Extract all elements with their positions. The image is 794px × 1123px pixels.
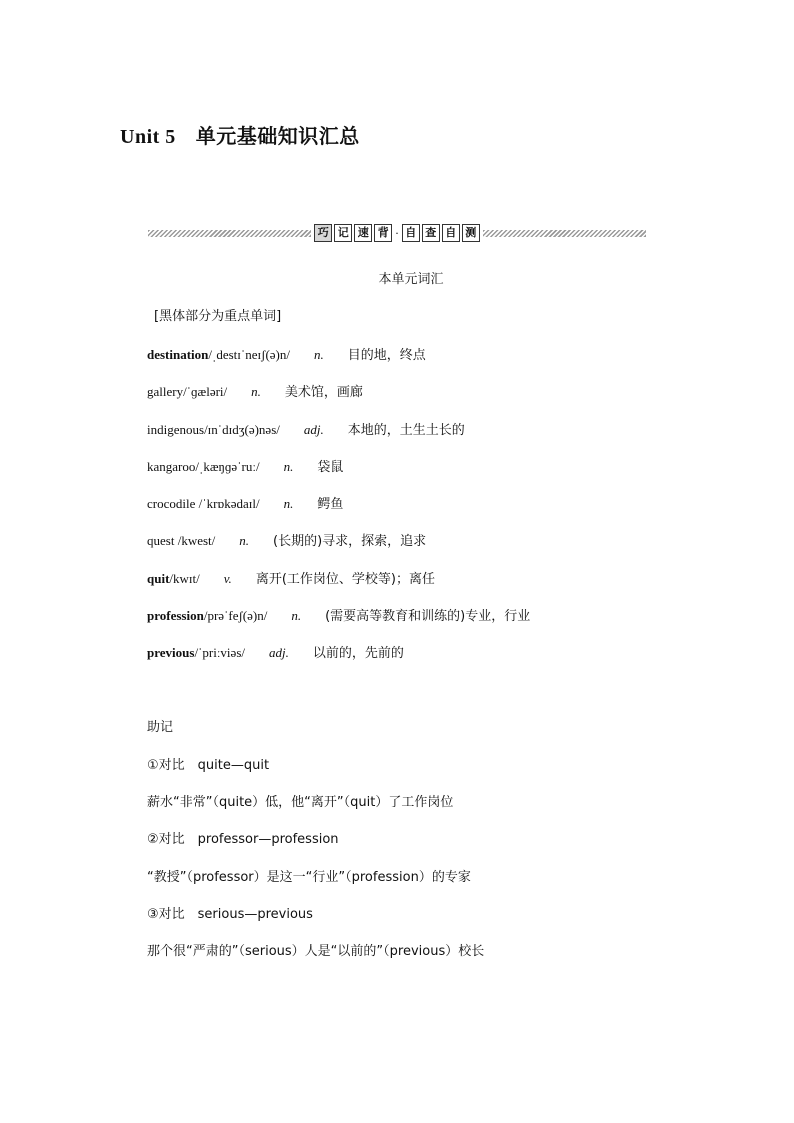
section-title: 本单元词汇 [378,272,444,287]
memory-line: “教授”（professor）是这一“行业”（profession）的专家 [147,870,471,885]
vocab-row [147,642,404,661]
vocab-phonetic: /ˌkæŋɡəˈruː/ [195,459,260,474]
vocab-word: crocodile [147,496,199,511]
vocab-pos: n. [313,347,324,362]
vocab-word: quest [147,533,178,548]
vocab-phonetic: /kwɪt/ [169,571,200,586]
section-banner [148,224,646,242]
vocab-row [147,605,530,624]
vocab-phonetic: /ˈkrɒkədaɪl/ [198,496,260,511]
badge-ji: 记 [334,224,352,242]
vocab-word: previous [147,645,195,660]
vocab-row [147,568,435,587]
vocab-pos: adj. [268,645,289,660]
vocab-meaning: 袋鼠 [317,460,344,475]
vocab-row [147,530,426,549]
vocab-pos: n. [251,384,261,399]
vocab-pos: n. [283,459,294,474]
vocab-meaning: (长期的)寻求，探索，追求 [273,534,427,549]
vocab-pos: n. [239,533,250,548]
vocab-phonetic: /ɪnˈdɪdʒ(ə)nəs/ [204,422,280,437]
vocab-phonetic: /ˌdestɪˈneɪʃ(ə)n/ [208,347,290,362]
vocab-pos: n. [291,608,302,623]
vocab-word: destination [147,347,209,362]
memory-line: ①对比 quite—quit [147,758,270,773]
vocab-meaning: 离开(工作岗位、学校等)；离任 [255,572,435,587]
vocab-phonetic: /ˈɡæləri/ [183,384,228,399]
memory-line: ②对比 professor—profession [147,832,339,847]
memory-line: ③对比 serious—previous [147,907,313,922]
badge-ce: 测 [462,224,480,242]
vocab-meaning: 美术馆，画廊 [284,385,363,400]
title-text: 单元基础知识汇总 [195,124,360,148]
badge-separator: · [395,226,399,240]
vocab-row [147,381,363,400]
badge-zi-2: 自 [442,224,460,242]
vocab-row [147,493,343,512]
unit-label: Unit 5 [120,126,176,148]
badge-qiao: 巧 [314,224,332,242]
badge-cha: 查 [422,224,440,242]
vocab-pos: v. [223,571,232,586]
vocab-phonetic: /kwest/ [177,533,216,548]
vocab-word: gallery [147,384,184,399]
vocab-row [147,344,426,363]
bold-note: [黑体部分为重点单词] [154,309,282,324]
vocab-phonetic: /prəˈfeʃ(ə)n/ [203,608,268,623]
memory-heading: 助记 [147,720,174,735]
banner-hatch-left [148,230,311,237]
vocab-row [147,419,465,438]
vocab-meaning: (需要高等教育和训练的)专业，行业 [325,609,531,624]
page-title [120,120,360,149]
vocab-meaning: 本地的，土生土长的 [347,423,465,438]
badge-zi-1: 自 [402,224,420,242]
vocab-phonetic: /ˈpriːviəs/ [194,645,245,660]
vocab-row [147,456,343,475]
vocab-pos: n. [283,496,294,511]
vocab-word: quit [147,571,170,586]
vocab-meaning: 以前的，先前的 [312,646,404,661]
memory-line: 那个很“严肃的”（serious）人是“以前的”（previous）校长 [147,944,485,959]
vocab-word: kangaroo [147,459,196,474]
vocab-word: indigenous [147,422,205,437]
badge-bei: 背 [374,224,392,242]
vocab-meaning: 目的地，终点 [347,348,426,363]
memory-line: 薪水“非常”（quite）低，他“离开”（quit）了工作岗位 [147,795,454,810]
banner-badges [313,224,481,242]
vocab-meaning: 鳄鱼 [317,497,344,512]
banner-hatch-right [483,230,646,237]
vocab-pos: adj. [303,422,324,437]
vocab-word: profession [147,608,204,623]
badge-su: 速 [354,224,372,242]
